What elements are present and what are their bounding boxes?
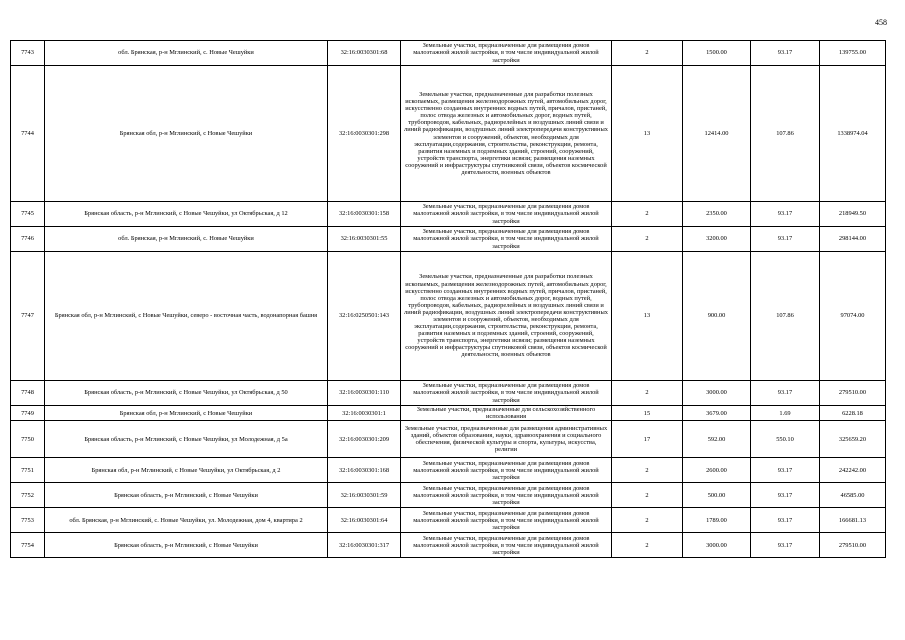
cadastral-number-cell: 32:16:0030301:55 bbox=[328, 227, 401, 252]
rate-cell: 93.17 bbox=[751, 508, 820, 533]
group-cell: 2 bbox=[612, 458, 683, 483]
land-use-description-cell: Земельные участки, предназначенные для размещения домов малоэтажной жилой застройки, в том числе индивидуальной жилой застройки bbox=[401, 227, 612, 252]
land-use-description-cell: Земельные участки, предназначенные для сельскохозяйственного использования bbox=[401, 406, 612, 421]
cadastral-value-cell: 166681.13 bbox=[820, 508, 886, 533]
table-row bbox=[11, 66, 886, 202]
rate-cell: 93.17 bbox=[751, 41, 820, 66]
cadastral-number-cell: 32:16:0030301:59 bbox=[328, 483, 401, 508]
table-row bbox=[11, 381, 886, 406]
group-cell: 13 bbox=[612, 252, 683, 381]
cadastral-value-cell: 218949.50 bbox=[820, 202, 886, 227]
cadastral-value-cell: 279510.00 bbox=[820, 381, 886, 406]
area-cell: 1789.00 bbox=[683, 508, 751, 533]
address-cell: Брянская обл, р-н Мглинский, с Новые Чешуйки bbox=[45, 406, 328, 421]
row-number: 7743 bbox=[11, 41, 45, 66]
address-cell: Брянская область, р-н Мглинский, с Новые Чешуйки bbox=[45, 483, 328, 508]
land-use-description-cell: Земельные участки, предназначенные для разработки полезных ископаемых, размещения железнодорожных путей, автомобильных дорог, искусственно созданных внутренних водных путей, причалов, пристаней, полос отвода железных и автомобильных дорог, водных путей, трубопроводов, кабельных, радиорелейных и воздушных линий связи и линий радиофикации, воздушных линий электропередачи конструктивных элементов и сооружений, объектов, необходимых для эксплуатации,содержания, строительства, реконструкции, ремонта, развития наземных и подземных зданий, строений, сооружений, устройств транспорта, энергетики иcвязи; размещения наземных сооружений и инфраструктуры спутниковой связи, объектов космической деятельности, военных объектов bbox=[401, 252, 612, 381]
group-cell: 17 bbox=[612, 421, 683, 458]
address-cell: Брянская область, р-н Мглинский, с Новые Чешуйки bbox=[45, 533, 328, 558]
table-row bbox=[11, 483, 886, 508]
cadastral-value-cell: 139755.00 bbox=[820, 41, 886, 66]
rate-cell: 93.17 bbox=[751, 483, 820, 508]
group-cell: 15 bbox=[612, 406, 683, 421]
address-cell: обл. Брянская, р-н Мглинский, с. Новые Чешуйки bbox=[45, 41, 328, 66]
rate-cell: 93.17 bbox=[751, 381, 820, 406]
land-use-description-cell: Земельные участки, предназначенные для размещения домов малоэтажной жилой застройки, в том числе индивидуальной жилой застройки bbox=[401, 533, 612, 558]
row-number: 7752 bbox=[11, 483, 45, 508]
cadastral-number-cell: 32:16:0030301:1 bbox=[328, 406, 401, 421]
address-cell: Брянская обл, р-н Мглинский, с Новые Чешуйки bbox=[45, 66, 328, 202]
row-number: 7744 bbox=[11, 66, 45, 202]
cadastral-number-cell: 32:16:0030301:64 bbox=[328, 508, 401, 533]
land-use-description-cell: Земельные участки, предназначенные для размещения домов малоэтажной жилой застройки, в том числе индивидуальной жилой застройки bbox=[401, 458, 612, 483]
row-number: 7751 bbox=[11, 458, 45, 483]
rate-cell: 93.17 bbox=[751, 458, 820, 483]
rate-cell: 550.10 bbox=[751, 421, 820, 458]
group-cell: 2 bbox=[612, 381, 683, 406]
cadastral-value-cell: 46585.00 bbox=[820, 483, 886, 508]
address-cell: обл. Брянская, р-н Мглинский, с. Новые Чешуйки, ул. Молодежная, дом 4, квартира 2 bbox=[45, 508, 328, 533]
group-cell: 2 bbox=[612, 508, 683, 533]
cadastral-value-cell: 298144.00 bbox=[820, 227, 886, 252]
table-row bbox=[11, 202, 886, 227]
table-row bbox=[11, 458, 886, 483]
cadastral-value-cell: 279510.00 bbox=[820, 533, 886, 558]
address-cell: обл. Брянская, р-н Мглинский, с. Новые Чешуйки bbox=[45, 227, 328, 252]
group-cell: 13 bbox=[612, 66, 683, 202]
rate-cell: 107.86 bbox=[751, 66, 820, 202]
row-number: 7753 bbox=[11, 508, 45, 533]
group-cell: 2 bbox=[612, 533, 683, 558]
area-cell: 1500.00 bbox=[683, 41, 751, 66]
address-cell: Брянская обл, р-н Мглинский, с Новые Чешуйки, ул Октябрьская, д 2 bbox=[45, 458, 328, 483]
table-row bbox=[11, 508, 886, 533]
area-cell: 2600.00 bbox=[683, 458, 751, 483]
cadastral-value-cell: 1338974.04 bbox=[820, 66, 886, 202]
cadastral-number-cell: 32:16:0250501:143 bbox=[328, 252, 401, 381]
row-number: 7748 bbox=[11, 381, 45, 406]
area-cell: 3200.00 bbox=[683, 227, 751, 252]
group-cell: 2 bbox=[612, 227, 683, 252]
address-cell: Брянская область, р-н Мглинский, с Новые Чешуйки, ул Молодежная, д 5а bbox=[45, 421, 328, 458]
table-row bbox=[11, 533, 886, 558]
table-row bbox=[11, 252, 886, 381]
address-cell: Брянская обл, р-н Мглинский, с Новые Чешуйки, северо - восточная часть, водонапорная башня bbox=[45, 252, 328, 381]
rate-cell: 107.86 bbox=[751, 252, 820, 381]
group-cell: 2 bbox=[612, 41, 683, 66]
address-cell: Брянская область, р-н Мглинский, с Новые Чешуйки, ул Октябрьская, д 12 bbox=[45, 202, 328, 227]
row-number: 7754 bbox=[11, 533, 45, 558]
row-number: 7750 bbox=[11, 421, 45, 458]
row-number: 7747 bbox=[11, 252, 45, 381]
address-cell: Брянская область, р-н Мглинский, с Новые Чешуйки, ул Октябрьская, д 50 bbox=[45, 381, 328, 406]
cadastral-value-cell: 97074.00 bbox=[820, 252, 886, 381]
rate-cell: 93.17 bbox=[751, 202, 820, 227]
area-cell: 3000.00 bbox=[683, 533, 751, 558]
group-cell: 2 bbox=[612, 483, 683, 508]
land-use-description-cell: Земельные участки, предназначенные для размещения домов малоэтажной жилой застройки, в том числе индивидуальной жилой застройки bbox=[401, 202, 612, 227]
rate-cell: 1.69 bbox=[751, 406, 820, 421]
table-row bbox=[11, 41, 886, 66]
cadastral-number-cell: 32:16:0030301:68 bbox=[328, 41, 401, 66]
cadastral-number-cell: 32:16:0030301:158 bbox=[328, 202, 401, 227]
group-cell: 2 bbox=[612, 202, 683, 227]
area-cell: 500.00 bbox=[683, 483, 751, 508]
page-number: 458 bbox=[875, 18, 887, 27]
rate-cell: 93.17 bbox=[751, 227, 820, 252]
area-cell: 900.00 bbox=[683, 252, 751, 381]
land-use-description-cell: Земельные участки, предназначенные для разработки полезных ископаемых, размещения железнодорожных путей, автомобильных дорог, искусственно созданных внутренних водных путей, причалов, пристаней, полос отвода железных и автомобильных дорог, водных путей, трубопроводов, кабельных, радиорелейных и воздушных линий связи и линий радиофикации, воздушных линий электропередачи конструктивных элементов и сооружений, объектов, необходимых для эксплуатации,содержания, строительства, реконструкции, ремонта, развития наземных и подземных зданий, строений, сооружений, устройств транспорта, энергетики иcвязи; размещения наземных сооружений и инфраструктуры спутниковой связи, объектов космической деятельности, военных объектов bbox=[401, 66, 612, 202]
row-number: 7745 bbox=[11, 202, 45, 227]
land-use-description-cell: Земельные участки, предназначенные для размещения домов малоэтажной жилой застройки, в том числе индивидуальной жилой застройки bbox=[401, 483, 612, 508]
row-number: 7749 bbox=[11, 406, 45, 421]
land-use-description-cell: Земельные участки, предназначенные для размещения административных зданий, объектов образования, науки, здравоохранения и социального обеспечения, физической культуры и спорта, культуры, искусства, религии bbox=[401, 421, 612, 458]
cadastral-number-cell: 32:16:0030301:298 bbox=[328, 66, 401, 202]
row-number: 7746 bbox=[11, 227, 45, 252]
area-cell: 2350.00 bbox=[683, 202, 751, 227]
land-use-description-cell: Земельные участки, предназначенные для размещения домов малоэтажной жилой застройки, в том числе индивидуальной жилой застройки bbox=[401, 41, 612, 66]
area-cell: 12414.00 bbox=[683, 66, 751, 202]
area-cell: 3679.00 bbox=[683, 406, 751, 421]
area-cell: 592.00 bbox=[683, 421, 751, 458]
cadastral-value-cell: 325659.20 bbox=[820, 421, 886, 458]
area-cell: 3000.00 bbox=[683, 381, 751, 406]
cadastral-value-cell: 6228.18 bbox=[820, 406, 886, 421]
cadastral-number-cell: 32:16:0030301:168 bbox=[328, 458, 401, 483]
land-use-description-cell: Земельные участки, предназначенные для размещения домов малоэтажной жилой застройки, в том числе индивидуальной жилой застройки bbox=[401, 508, 612, 533]
cadastral-number-cell: 32:16:0030301:110 bbox=[328, 381, 401, 406]
table-row bbox=[11, 421, 886, 458]
cadastral-number-cell: 32:16:0030301:317 bbox=[328, 533, 401, 558]
cadastral-value-cell: 242242.00 bbox=[820, 458, 886, 483]
cadastral-number-cell: 32:16:0030301:209 bbox=[328, 421, 401, 458]
cadastral-table bbox=[10, 40, 886, 558]
land-use-description-cell: Земельные участки, предназначенные для размещения домов малоэтажной жилой застройки, в том числе индивидуальной жилой застройки bbox=[401, 381, 612, 406]
table-row bbox=[11, 227, 886, 252]
table-row bbox=[11, 406, 886, 421]
rate-cell: 93.17 bbox=[751, 533, 820, 558]
